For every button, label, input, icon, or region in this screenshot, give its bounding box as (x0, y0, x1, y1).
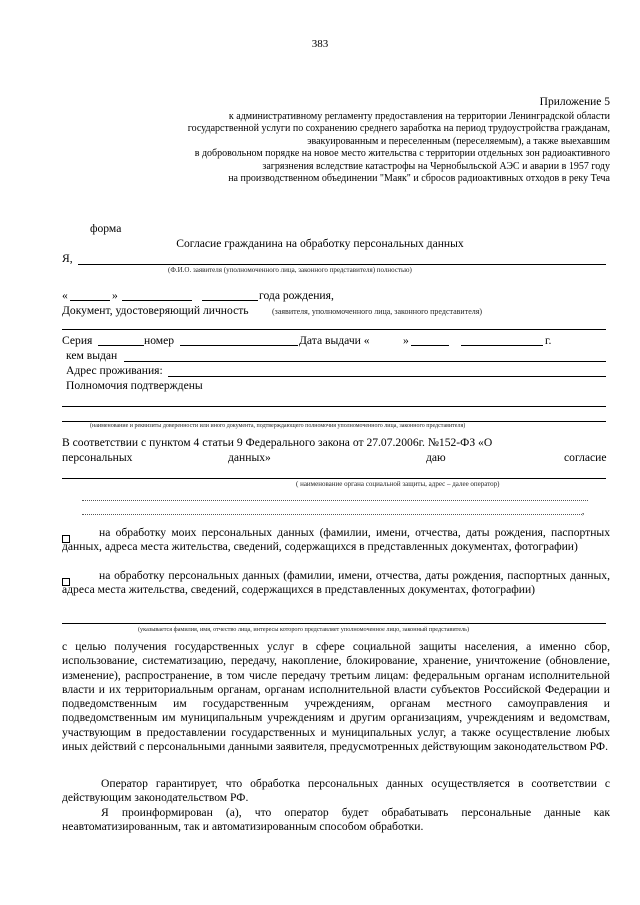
issue-year-field[interactable] (461, 345, 543, 346)
doc-field[interactable] (62, 329, 606, 330)
doc-caption: (заявителя, уполномоченного лица, законного представителя) (272, 307, 483, 316)
series-field[interactable] (98, 345, 144, 346)
issue-month-field[interactable] (411, 345, 449, 346)
issued-by-label: кем выдан (66, 349, 118, 362)
form-title: Согласие гражданина на обработку персональных данных (176, 237, 464, 250)
series-label: Серия (62, 334, 93, 347)
purpose-paragraph: с целью получения государственных услуг в сфере социальной защиты населения, а именно сбор, использование, систематизацию, передачу, накопление, блокирование, хранение, уничтожение (обновление, изменение), распространение, в том числе передачу третьим лицам: федеральным органам исполнительной власти и их территориальным органам, органам исполнительной власти субъектов Российской Федерации и подведомственным им государственным учреждениям, органам местного самоуправления и подведомственным им муниципальным учреждениям и другим организациям, учреждениям и ведомствам, участвующим в предоставлении государственных и муниципальных услуг, а также осуществление любых иных действий с персональными данными заявителя, предусмотренных действующим законодательством РФ. (62, 640, 610, 754)
issued-by-field[interactable] (124, 361, 606, 362)
birth-month-field[interactable] (122, 300, 192, 301)
address-field[interactable] (168, 376, 606, 377)
powers-caption: (наименование и реквизиты доверенности или иного документа, подтверждающего полномочия уполномоченного лица, законного представителя) (90, 423, 466, 429)
powers-field-1[interactable] (62, 406, 606, 407)
powers-label: Полномочия подтверждены (66, 379, 203, 392)
address-label: Адрес проживания: (66, 364, 163, 377)
option2-text: на обработку персональных данных (фамилии, имени, отчества, даты рождения, паспортных данных, адреса места жительства, сведений, содержащихся в представленных документах, фотографии) (62, 569, 610, 597)
form-label: форма (90, 222, 122, 235)
ya-label: Я, (62, 252, 73, 265)
fio-field[interactable] (78, 264, 606, 265)
fio-caption: (Ф.И.О. заявителя (уполномоченного лица, законного представителя) полностью) (168, 266, 412, 274)
issue-date-label: Дата выдачи « (299, 334, 370, 347)
date-close: » (112, 289, 118, 302)
issue-date-close: » (403, 334, 409, 347)
line-end-comma: , (582, 506, 585, 516)
law-word: данных» (228, 451, 271, 464)
appendix-title: Приложение 5 (539, 96, 610, 108)
law-word: персональных (62, 451, 133, 464)
informed-paragraph: Я проинформирован (а), что оператор будет обрабатывать персональные данные как неавтоматизированным, так и автоматизированным способом обработки. (62, 806, 610, 834)
birth-day-field[interactable] (70, 300, 110, 301)
law-word: согласие (564, 451, 607, 464)
law-word: даю (426, 451, 446, 464)
operator-field-3[interactable] (82, 514, 582, 515)
operator-field[interactable] (62, 478, 606, 479)
date-open: « (62, 289, 68, 302)
law-para-line1: В соответствии с пунктом 4 статьи 9 Федерального закона от 27.07.2006г. №152-ФЗ «О (62, 436, 493, 449)
appendix-text (150, 111, 610, 185)
person-field[interactable] (62, 623, 606, 624)
appendix-line: в добровольном порядке на новое место жительства с территории отдельных зон радиоактивного (194, 148, 610, 160)
page-number: 383 (311, 38, 329, 50)
operator-paragraph: Оператор гарантирует, что обработка персональных данных осуществляется в соответствии с действующим законодательством РФ. (62, 777, 610, 805)
appendix-line: на производственном объединении "Маяк" и сбросов радиоактивных отходов в реку Теча (228, 173, 610, 185)
powers-field-2[interactable] (62, 421, 606, 422)
birth-year-field[interactable] (202, 300, 258, 301)
birth-label: года рождения, (259, 289, 334, 302)
operator-field-2[interactable] (82, 500, 588, 501)
number-field[interactable] (180, 345, 298, 346)
person-caption: (указывается фамилия, имя, отчество лица, интересы которого представляет уполномоченное лицо, законный представитель) (138, 626, 470, 633)
appendix-line: загрязнения вследствие катастрофы на Чернобыльской АЭС и аварии в 1957 году (262, 160, 610, 172)
option1-text: на обработку моих персональных данных (фамилии, имени, отчества, даты рождения, паспортных данных, адреса места жительства, сведений, содержащихся в представленных документах, фотографии) (62, 526, 610, 554)
appendix-line: государственной услуги по сохранению среднего заработка на период трудоустройства гражданам, (187, 123, 610, 135)
operator-caption: ( наименование органа социальной защиты, адрес – далее оператор) (296, 480, 500, 488)
doc-label: Документ, удостоверяющий личность (62, 304, 249, 317)
year-suffix: г. (545, 334, 552, 347)
appendix-line: эвакуированным и переселенным (переселяемым), а также выехавшим (307, 135, 610, 147)
appendix-line: к административному регламенту предоставления на территории Ленинградской области (228, 111, 610, 122)
number-label: номер (144, 334, 175, 347)
